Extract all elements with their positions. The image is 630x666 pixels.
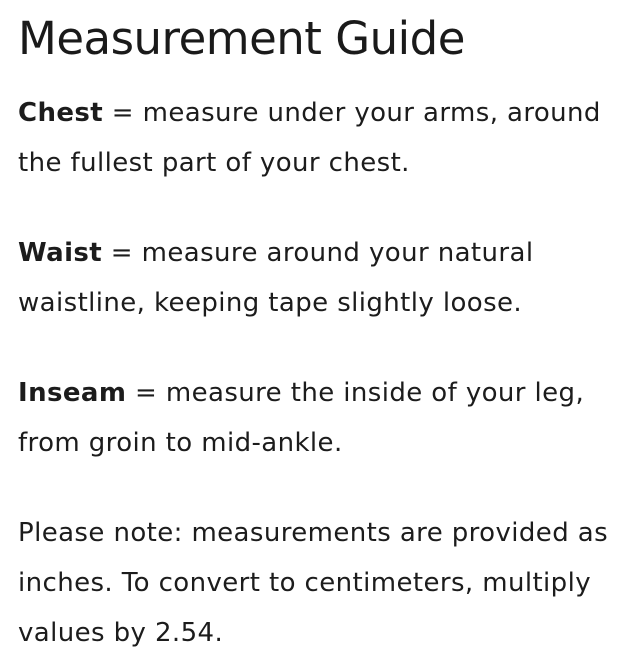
waist-separator: = (102, 238, 142, 268)
waist-term: Waist (18, 238, 103, 268)
inseam-definition (18, 368, 624, 468)
chest-separator: = (103, 98, 143, 128)
conversion-note: Please note: measurements are provided as inches. To convert to centimeters, multiply values by 2.54. (18, 518, 609, 648)
measurement-guide (18, 0, 624, 658)
inseam-term: Inseam (18, 378, 127, 408)
chest-description: measure under your arms, around the fullest part of your chest. (18, 98, 601, 178)
chest-term: Chest (18, 98, 104, 128)
inseam-description: measure the inside of your leg, from groin to mid-ankle. (18, 378, 585, 458)
inseam-separator: = (126, 378, 166, 408)
page-title: Measurement Guide (18, 12, 465, 65)
waist-definition (18, 228, 624, 328)
chest-definition (18, 88, 624, 188)
waist-description: measure around your natural waistline, keeping tape slightly loose. (18, 238, 534, 318)
